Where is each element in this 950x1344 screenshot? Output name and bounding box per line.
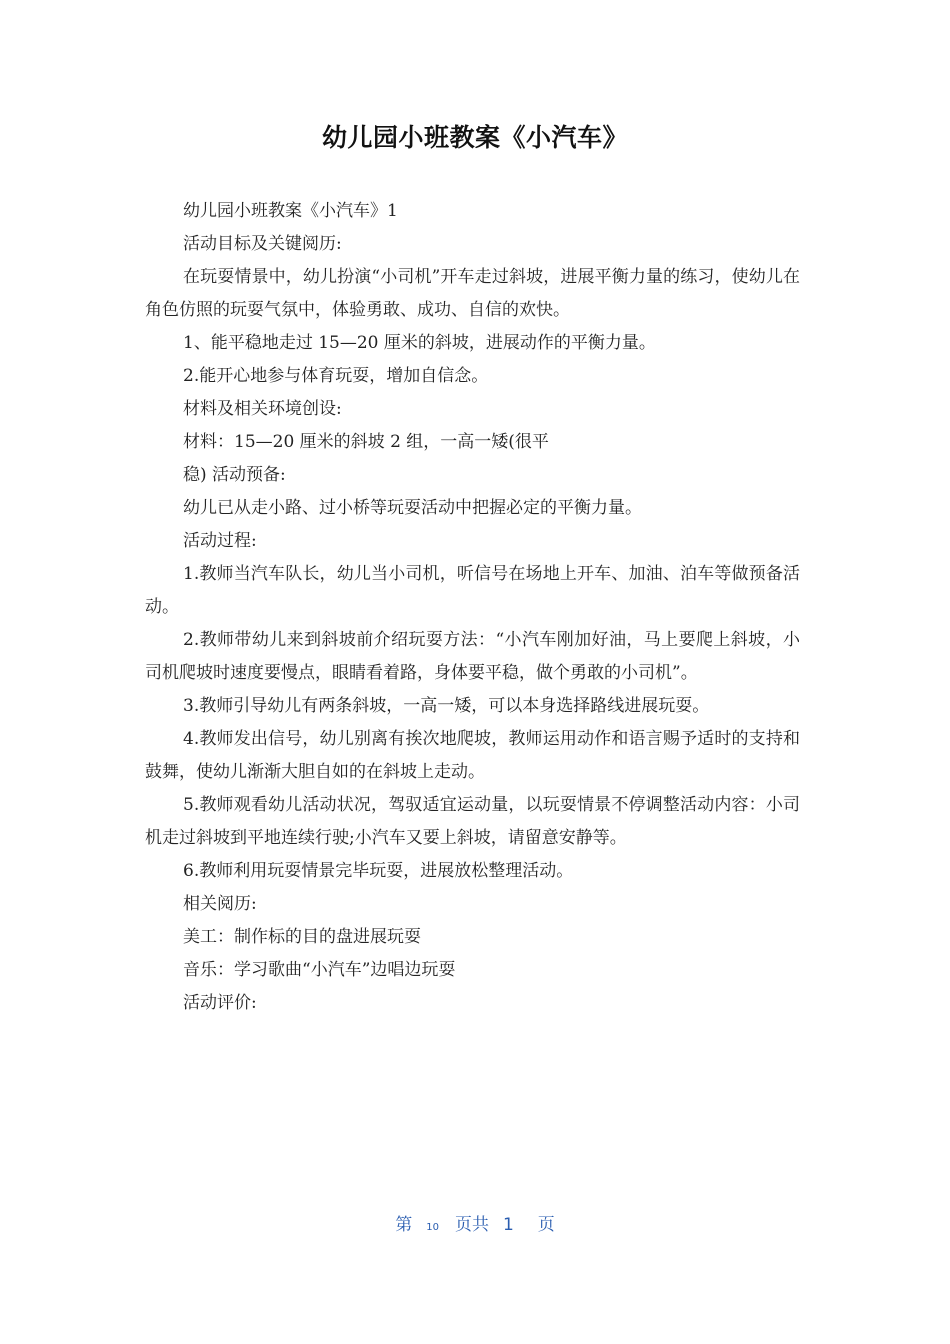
paragraph: 活动评价: xyxy=(183,993,257,1013)
paragraph: 活动目标及关键阅历: xyxy=(183,234,342,254)
footer-middle: 页共 xyxy=(454,1215,489,1235)
paragraph: 1、能平稳地走过 15—20 厘米的斜坡，进展动作的平衡力量。 xyxy=(183,333,656,353)
paragraph: 3.教师引导幼儿有两条斜坡，一高一矮，可以本身选择路线进展玩耍。 xyxy=(183,696,710,716)
paragraph: 2.教师带幼儿来到斜坡前介绍玩耍方法：“小汽车刚加好油，马上要爬上斜坡，小司机爬坡时速度要慢点，眼睛看着路，身体要平稳，做个勇敢的小司机”。 xyxy=(145,630,800,683)
paragraph: 活动过程: xyxy=(183,531,257,551)
paragraph: 美工：制作标的目的盘进展玩耍 xyxy=(183,927,421,947)
paragraph: 6.教师利用玩耍情景完毕玩耍，进展放松整理活动。 xyxy=(183,861,574,881)
paragraph: 材料：15—20 厘米的斜坡 2 组，一高一矮(很平 xyxy=(183,432,549,452)
document-body xyxy=(145,195,800,1020)
paragraph: 幼儿园小班教案《小汽车》1 xyxy=(183,201,398,221)
paragraph: 5.教师观看幼儿活动状况，驾驭适宜运动量，以玩耍情景不停调整活动内容：小司机走过斜坡到平地连续行驶;小汽车又要上斜坡，请留意安静等。 xyxy=(145,795,800,848)
paragraph: 相关阅历: xyxy=(183,894,257,914)
paragraph: 材料及相关环境创设: xyxy=(183,399,342,419)
paragraph: 音乐：学习歌曲“小汽车”边唱边玩耍 xyxy=(183,960,456,980)
paragraph: 稳) 活动预备: xyxy=(183,465,286,485)
footer-prefix: 第 xyxy=(395,1215,413,1235)
page-footer xyxy=(0,1210,950,1235)
paragraph: 2.能开心地参与体育玩耍，增加自信念。 xyxy=(183,366,489,386)
paragraph: 在玩耍情景中，幼儿扮演“小司机”开车走过斜坡，进展平衡力量的练习，使幼儿在角色仿照的玩耍气氛中，体验勇敢、成功、自信的欢快。 xyxy=(145,267,800,320)
document-title: 幼儿园小班教案《小汽车》 xyxy=(321,123,628,152)
footer-suffix: 页 xyxy=(537,1215,555,1235)
footer-page-number: 10 xyxy=(426,1222,439,1233)
footer-total: 1 xyxy=(502,1215,514,1235)
paragraph: 幼儿已从走小路、过小桥等玩耍活动中把握必定的平衡力量。 xyxy=(183,498,642,518)
paragraph: 4.教师发出信号，幼儿别离有挨次地爬坡，教师运用动作和语言赐予适时的支持和鼓舞，使幼儿渐渐大胆自如的在斜坡上走动。 xyxy=(145,729,800,782)
paragraph: 1.教师当汽车队长，幼儿当小司机，听信号在场地上开车、加油、泊车等做预备活动。 xyxy=(145,564,800,617)
